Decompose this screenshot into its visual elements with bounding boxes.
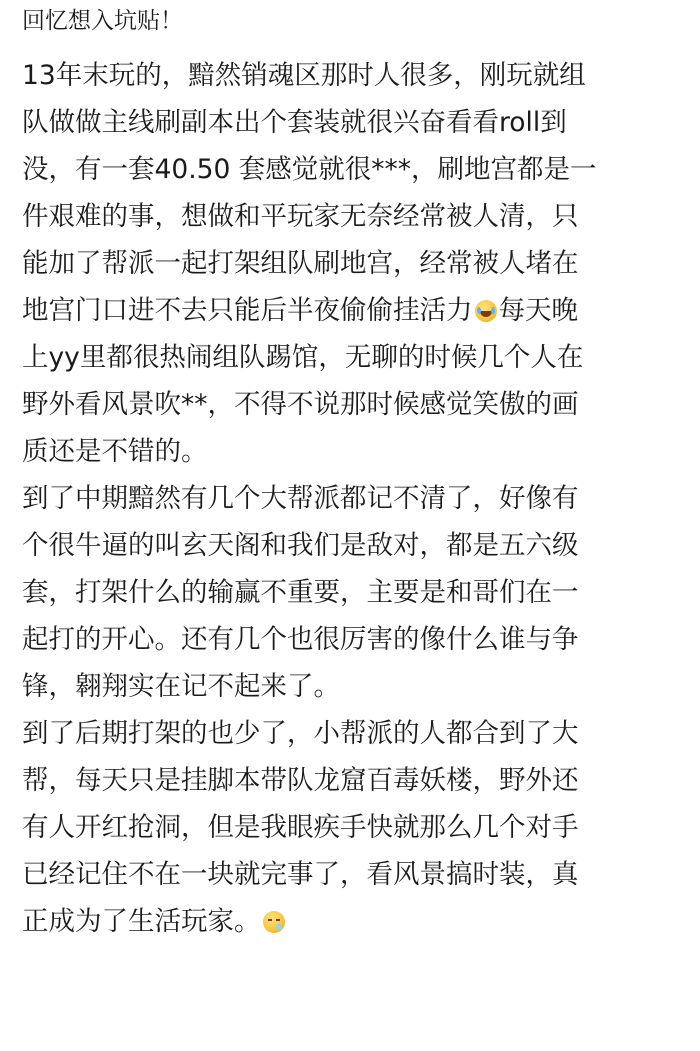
paragraph-line-text: 正成为了生活玩家。 <box>22 906 261 937</box>
paragraph-line-with-emoji <box>22 898 686 945</box>
paragraph-line: 队做做主线刷副本出个套装就很兴奋看看roll到 <box>22 107 567 138</box>
face-with-tears-of-joy-icon <box>475 300 497 322</box>
paragraph-line: 质还是不错的。 <box>22 436 208 467</box>
paragraph-line-text: 地宫门口进不去只能后半夜偷偷挂活力 <box>22 295 473 326</box>
paragraph-line-suffix: 每天晚 <box>498 295 578 326</box>
paragraph-line: 野外看风景吹**，不得不说那时候感觉笑傲的画 <box>22 389 579 420</box>
paragraph-line: 13年末玩的，黯然销魂区那时人很多，刚玩就组 <box>22 60 586 91</box>
paragraph-line: 到了中期黯然有几个大帮派都记不清了，好像有 <box>22 483 579 514</box>
paragraph-line: 起打的开心。还有几个也很厉害的像什么谁与争 <box>22 624 579 655</box>
paragraph-line: 上yy里都很热闹组队踢馆，无聊的时候几个人在 <box>22 342 584 373</box>
paragraph-line-with-emoji <box>22 287 686 334</box>
paragraph-line: 锋，翱翔实在记不起来了。 <box>22 671 340 702</box>
paragraph-line: 帮，每天只是挂脚本带队龙窟百毒妖楼，野外还 <box>22 765 579 796</box>
paragraph-line: 已经记住不在一块就完事了，看风景搞时装，真 <box>22 859 579 890</box>
paragraph-line: 能加了帮派一起打架组队刷地宫，经常被人堵在 <box>22 248 579 279</box>
post-title: 回忆想入坑贴！ <box>22 8 183 34</box>
paragraph-3 <box>22 710 686 945</box>
sleeping-face-icon <box>263 911 285 933</box>
paragraph-line: 个很牛逼的叫玄天阁和我们是敌对，都是五六级 <box>22 530 579 561</box>
paragraph-2 <box>22 475 686 710</box>
paragraph-line: 套，打架什么的输赢不重要，主要是和哥们在一 <box>22 577 579 608</box>
paragraph-line: 没，有一套40.50 套感觉就很***，刷地宫都是一 <box>22 154 597 185</box>
paragraph-line: 到了后期打架的也少了，小帮派的人都合到了大 <box>22 718 579 749</box>
paragraph-line: 件艰难的事，想做和平玩家无奈经常被人清，只 <box>22 201 579 232</box>
paragraph-line: 有人开红抢洞，但是我眼疾手快就那么几个对手 <box>22 812 579 843</box>
paragraph-1 <box>22 52 686 475</box>
